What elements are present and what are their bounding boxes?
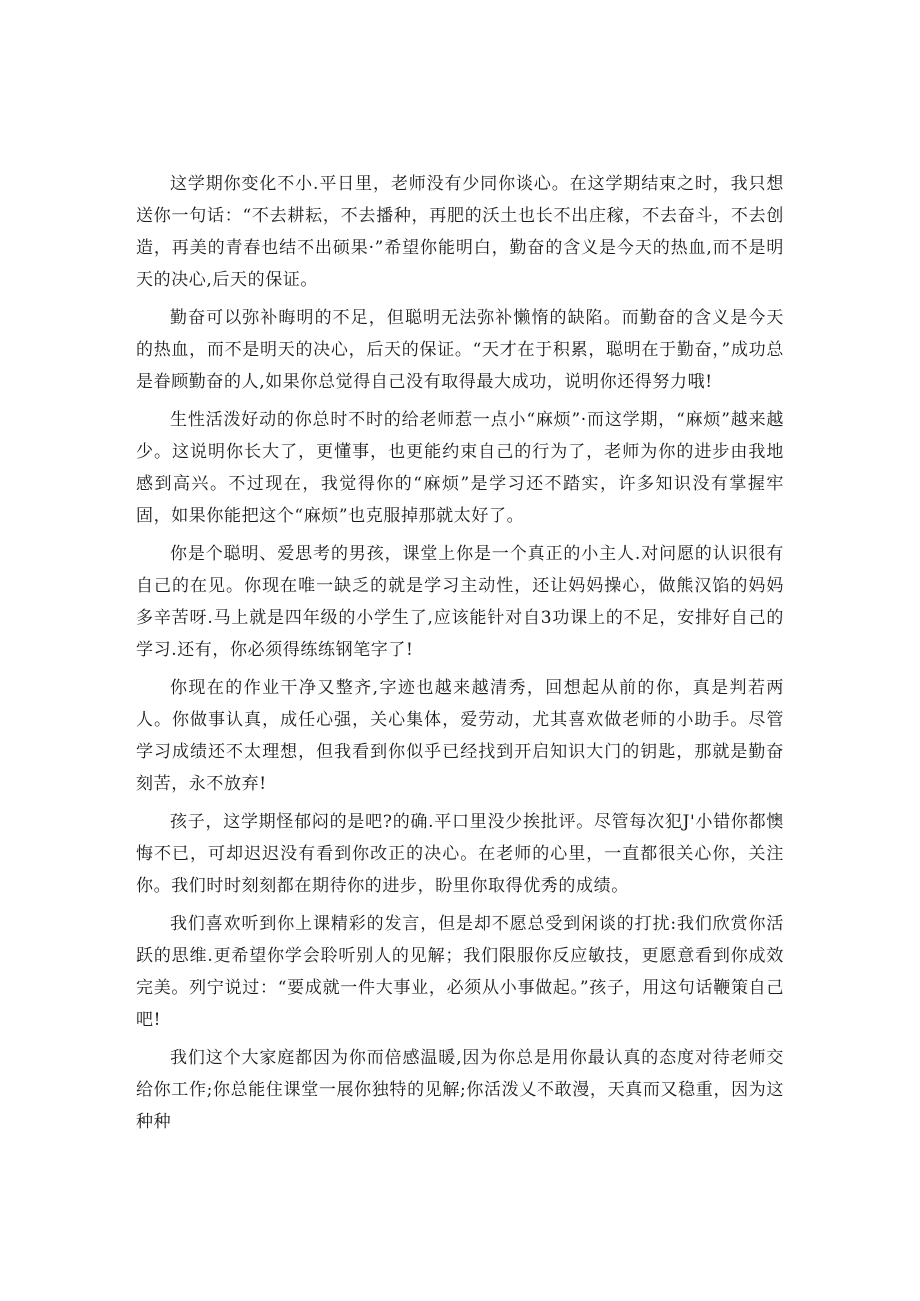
- paragraph-7: 我们喜欢听到你上课精彩的发言，但是却不愿总受到闲谈的打扰:我们欣赏你活跃的思维.更希望你学会聆听别人的见解；我们限服你反应敏技，更愿意看到你成效完美。列宁说过：“要成就一件大事业，必须从小事做起。”孩子，用这句话鞭策自己吧!: [136, 914, 784, 1030]
- paragraph-6: 孩子，这学期怪郁闷的是吧?的确.平口里没少挨批评。尽管每次犯J'小错你都懊悔不已，可却迟迟没有看到你改正的决心。在老师的心里，一直都很关心你，关注你。我们时时刻刻都在期待你的进步，盼里你取得优秀的成绩。: [136, 812, 784, 896]
- paragraph-8: 我们这个大家庭都因为你而倍感温暖,因为你总是用你最认真的态度对待老师交给你工作;你总能住课堂一展你独特的见解;你活泼乂不敢漫，天真而又稳重，因为这种种: [136, 1048, 784, 1132]
- paragraph-1: 这学期你变化不小.平日里，老师没有少同你谈心。在这学期结束之时，我只想送你一句话：“不去耕耘，不去播种，再肥的沃土也长不出庄稼，不去奋斗，不去创造，再美的青春也结不出硕果·”希望你能明白，勤奋的含义是今天的热血,而不是明天的决心,后天的保证。: [136, 174, 784, 290]
- document-body: [136, 168, 784, 1144]
- paragraph-3: 生性活泼好动的你总时不时的给老师惹一点小“麻烦”·而这学期，“麻烦”越来越少。这说明你长大了，更懂事，也更能约束自己的行为了，老师为你的进步由我地感到高兴。不过现在，我觉得你的“麻烦”是学习还不踏实，许多知识没有掌握牢固，如果你能把这个“麻烦”也克服掉那就太好了。: [136, 410, 784, 526]
- paragraph-5: 你现在的作业干净又整齐,字迹也越来越清秀，回想起从前的你，真是判若两人。你做事认真，成任心强，关心集体，爱劳动，尤其喜欢做老师的小助手。尽管学习成绩还不太理想，但我看到你似乎已经找到开启知识大门的钥匙，那就是勤奋刻苦，永不放弃!: [136, 678, 784, 794]
- paragraph-4: 你是个聪明、爱思考的男孩，课堂上你是一个真正的小主人.对问愿的认识很有自己的在见。你现在唯一缺乏的就是学习主动性，还让妈妈操心，做熊汉馅的妈妈多辛苦呀.马上就是四年级的小学生了,应该能针对自3功课上的不足，安排好自己的学习.还有，你必须得练练钢笔字了!: [136, 544, 784, 660]
- paragraph-2: 勤奋可以弥补晦明的不足，但聪明无法弥补懒惰的缺陷。而勤奋的含义是今天的热血，而不是明天的决心，后天的保证。“天才在于积累，聪明在于勤奋，”成功总是眷顾勤奋的人,如果你总觉得自己没有取得最大成功，说明你还得努力哦!: [136, 308, 784, 392]
